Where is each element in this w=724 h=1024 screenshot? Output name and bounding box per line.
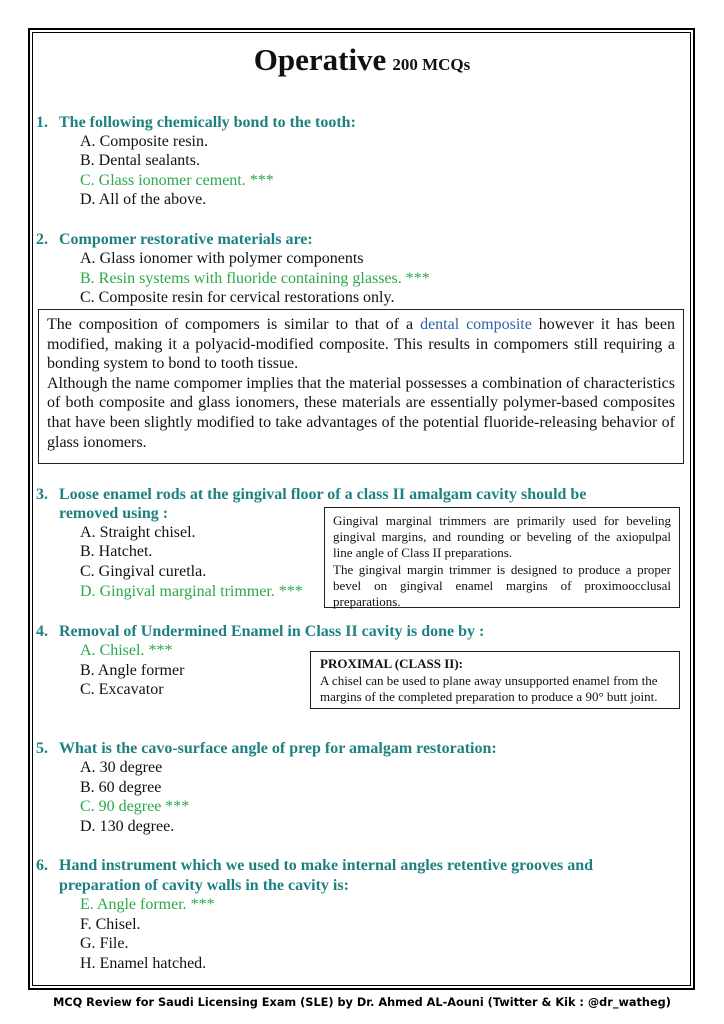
option-label: C. xyxy=(80,289,95,306)
option-label: B. xyxy=(80,270,95,287)
option-5a xyxy=(80,758,162,778)
option-2b-correct xyxy=(80,269,430,289)
option-6h xyxy=(80,954,206,974)
option-text: Composite resin. xyxy=(99,133,208,150)
question-3-line2: removed using : xyxy=(59,505,169,522)
question-text: The following chemically bond to the tooth: xyxy=(59,114,356,131)
option-text: Gingival curetla. xyxy=(98,563,207,580)
option-label: D. xyxy=(80,583,96,600)
option-label: A. xyxy=(80,759,96,776)
option-3d-correct xyxy=(80,582,303,602)
question-number: 3. xyxy=(36,486,48,503)
explanation-paragraph-2: Although the name compomer implies that the material possesses a combination of characteristics of both composite and glass ionomers, these materials are essentially polymer-based composites that have been slightly modified to take advantages of the potential fluoride-releasing behavior of glass ionomers. xyxy=(47,374,675,451)
explanation-box-trimmer xyxy=(324,507,680,608)
option-text: Excavator xyxy=(98,681,164,698)
option-text: File. xyxy=(99,935,129,952)
question-text: Compomer restorative materials are: xyxy=(59,231,313,248)
option-1a xyxy=(80,132,208,152)
option-5b xyxy=(80,778,161,798)
option-label: D. xyxy=(80,818,96,835)
explanation-text: however it has been modified, making it a polyacid-modified composite. This results in compomers still requiring a bonding system to bond to tooth tissue. xyxy=(47,316,676,373)
option-5c-correct xyxy=(80,797,189,817)
option-5d xyxy=(80,817,174,837)
question-2 xyxy=(36,230,656,250)
option-text: Glass ionomer with polymer components xyxy=(99,250,364,267)
question-number: 2. xyxy=(36,231,48,248)
option-label: C. xyxy=(80,172,95,189)
option-3b xyxy=(80,542,152,562)
explanation-box-chisel xyxy=(310,651,680,709)
option-text: Dental sealants. xyxy=(98,152,200,169)
option-label: B. xyxy=(80,779,95,796)
question-6-line2: preparation of cavity walls in the cavity is: xyxy=(59,877,349,894)
option-label: C. xyxy=(80,681,95,698)
option-label: B. xyxy=(80,543,95,560)
option-text: 60 degree xyxy=(98,779,162,796)
explanation-text: The composition of compomers is similar to that of a xyxy=(47,316,421,333)
option-6f xyxy=(80,915,141,935)
option-text: 30 degree xyxy=(99,759,163,776)
question-number: 1. xyxy=(36,114,48,131)
option-label: A. xyxy=(80,642,96,659)
option-2c xyxy=(80,288,394,308)
option-label: C. xyxy=(80,563,95,580)
option-text: Gingival marginal trimmer. *** xyxy=(99,583,303,600)
option-text: Angle former. *** xyxy=(96,896,215,913)
explanation-paragraph-1: Gingival marginal trimmers are primarily used for beveling gingival margins, and rounding or beveling of the axiopulpal line angle of Class II preparations. xyxy=(333,513,671,561)
option-text: Composite resin for cervical restorations only. xyxy=(98,289,395,306)
option-text: Resin systems with fluoride containing glasses. *** xyxy=(98,270,430,287)
option-text: 90 degree *** xyxy=(98,798,190,815)
option-label: C. xyxy=(80,798,95,815)
question-3 xyxy=(36,485,656,505)
option-4a-correct xyxy=(80,641,172,661)
option-3a xyxy=(80,523,196,543)
option-1b xyxy=(80,151,200,171)
option-label: A. xyxy=(80,250,96,267)
dental-composite-link[interactable]: dental composite xyxy=(420,316,532,333)
question-text-line1: Hand instrument which we used to make internal angles retentive grooves and xyxy=(59,857,594,874)
page-title xyxy=(0,42,724,78)
explanation-box-compomer xyxy=(38,309,684,464)
option-6e-correct xyxy=(80,895,215,915)
option-1d xyxy=(80,190,206,210)
question-number: 4. xyxy=(36,623,48,640)
option-text: Chisel. xyxy=(95,916,141,933)
option-label: G. xyxy=(80,935,96,952)
option-text: Glass ionomer cement. *** xyxy=(98,172,274,189)
option-label: A. xyxy=(80,524,96,541)
question-6 xyxy=(36,856,656,876)
option-3c xyxy=(80,562,206,582)
question-5 xyxy=(36,739,656,759)
option-label: B. xyxy=(80,662,95,679)
question-text: What is the cavo-surface angle of prep for amalgam restoration: xyxy=(59,740,497,757)
option-label: E. xyxy=(80,896,94,913)
option-text: All of the above. xyxy=(98,191,207,208)
question-text-line1: Loose enamel rods at the gingival floor of a class II amalgam cavity should be xyxy=(59,486,587,503)
explanation-heading: PROXIMAL (CLASS II): xyxy=(320,656,464,671)
title-subtitle: 200 MCQs xyxy=(392,55,471,74)
page-footer: MCQ Review for Saudi Licensing Exam (SLE) by Dr. Ahmed AL-Aouni (Twitter & Kik : @dr_watheg) xyxy=(53,996,671,1009)
option-text: Chisel. *** xyxy=(99,642,173,659)
option-label: H. xyxy=(80,955,96,972)
option-4c xyxy=(80,680,164,700)
option-text: 130 degree. xyxy=(99,818,175,835)
option-text: Straight chisel. xyxy=(99,524,196,541)
option-6g xyxy=(80,934,128,954)
option-text: Hatchet. xyxy=(98,543,153,560)
option-text: Enamel hatched. xyxy=(99,955,207,972)
explanation-paragraph-1 xyxy=(47,315,675,374)
option-label: D. xyxy=(80,191,96,208)
question-1 xyxy=(36,113,656,133)
option-label: A. xyxy=(80,133,96,150)
option-text: Angle former xyxy=(97,662,185,679)
option-2a xyxy=(80,249,364,269)
explanation-body: A chisel can be used to plane away unsupported enamel from the margins of the completed preparation to produce a 90° butt joint. xyxy=(320,672,658,704)
option-4b xyxy=(80,661,184,681)
title-text: Operative xyxy=(253,42,387,77)
question-number: 5. xyxy=(36,740,48,757)
question-text: Removal of Undermined Enamel in Class II cavity is done by : xyxy=(59,623,485,640)
question-number: 6. xyxy=(36,857,48,874)
option-label: F. xyxy=(80,916,92,933)
explanation-paragraph-2: The gingival margin trimmer is designed to produce a proper bevel on gingival enamel margins of proximoocclusal preparations. xyxy=(333,561,671,610)
question-4 xyxy=(36,622,656,642)
option-label: B. xyxy=(80,152,95,169)
option-1c-correct xyxy=(80,171,274,191)
